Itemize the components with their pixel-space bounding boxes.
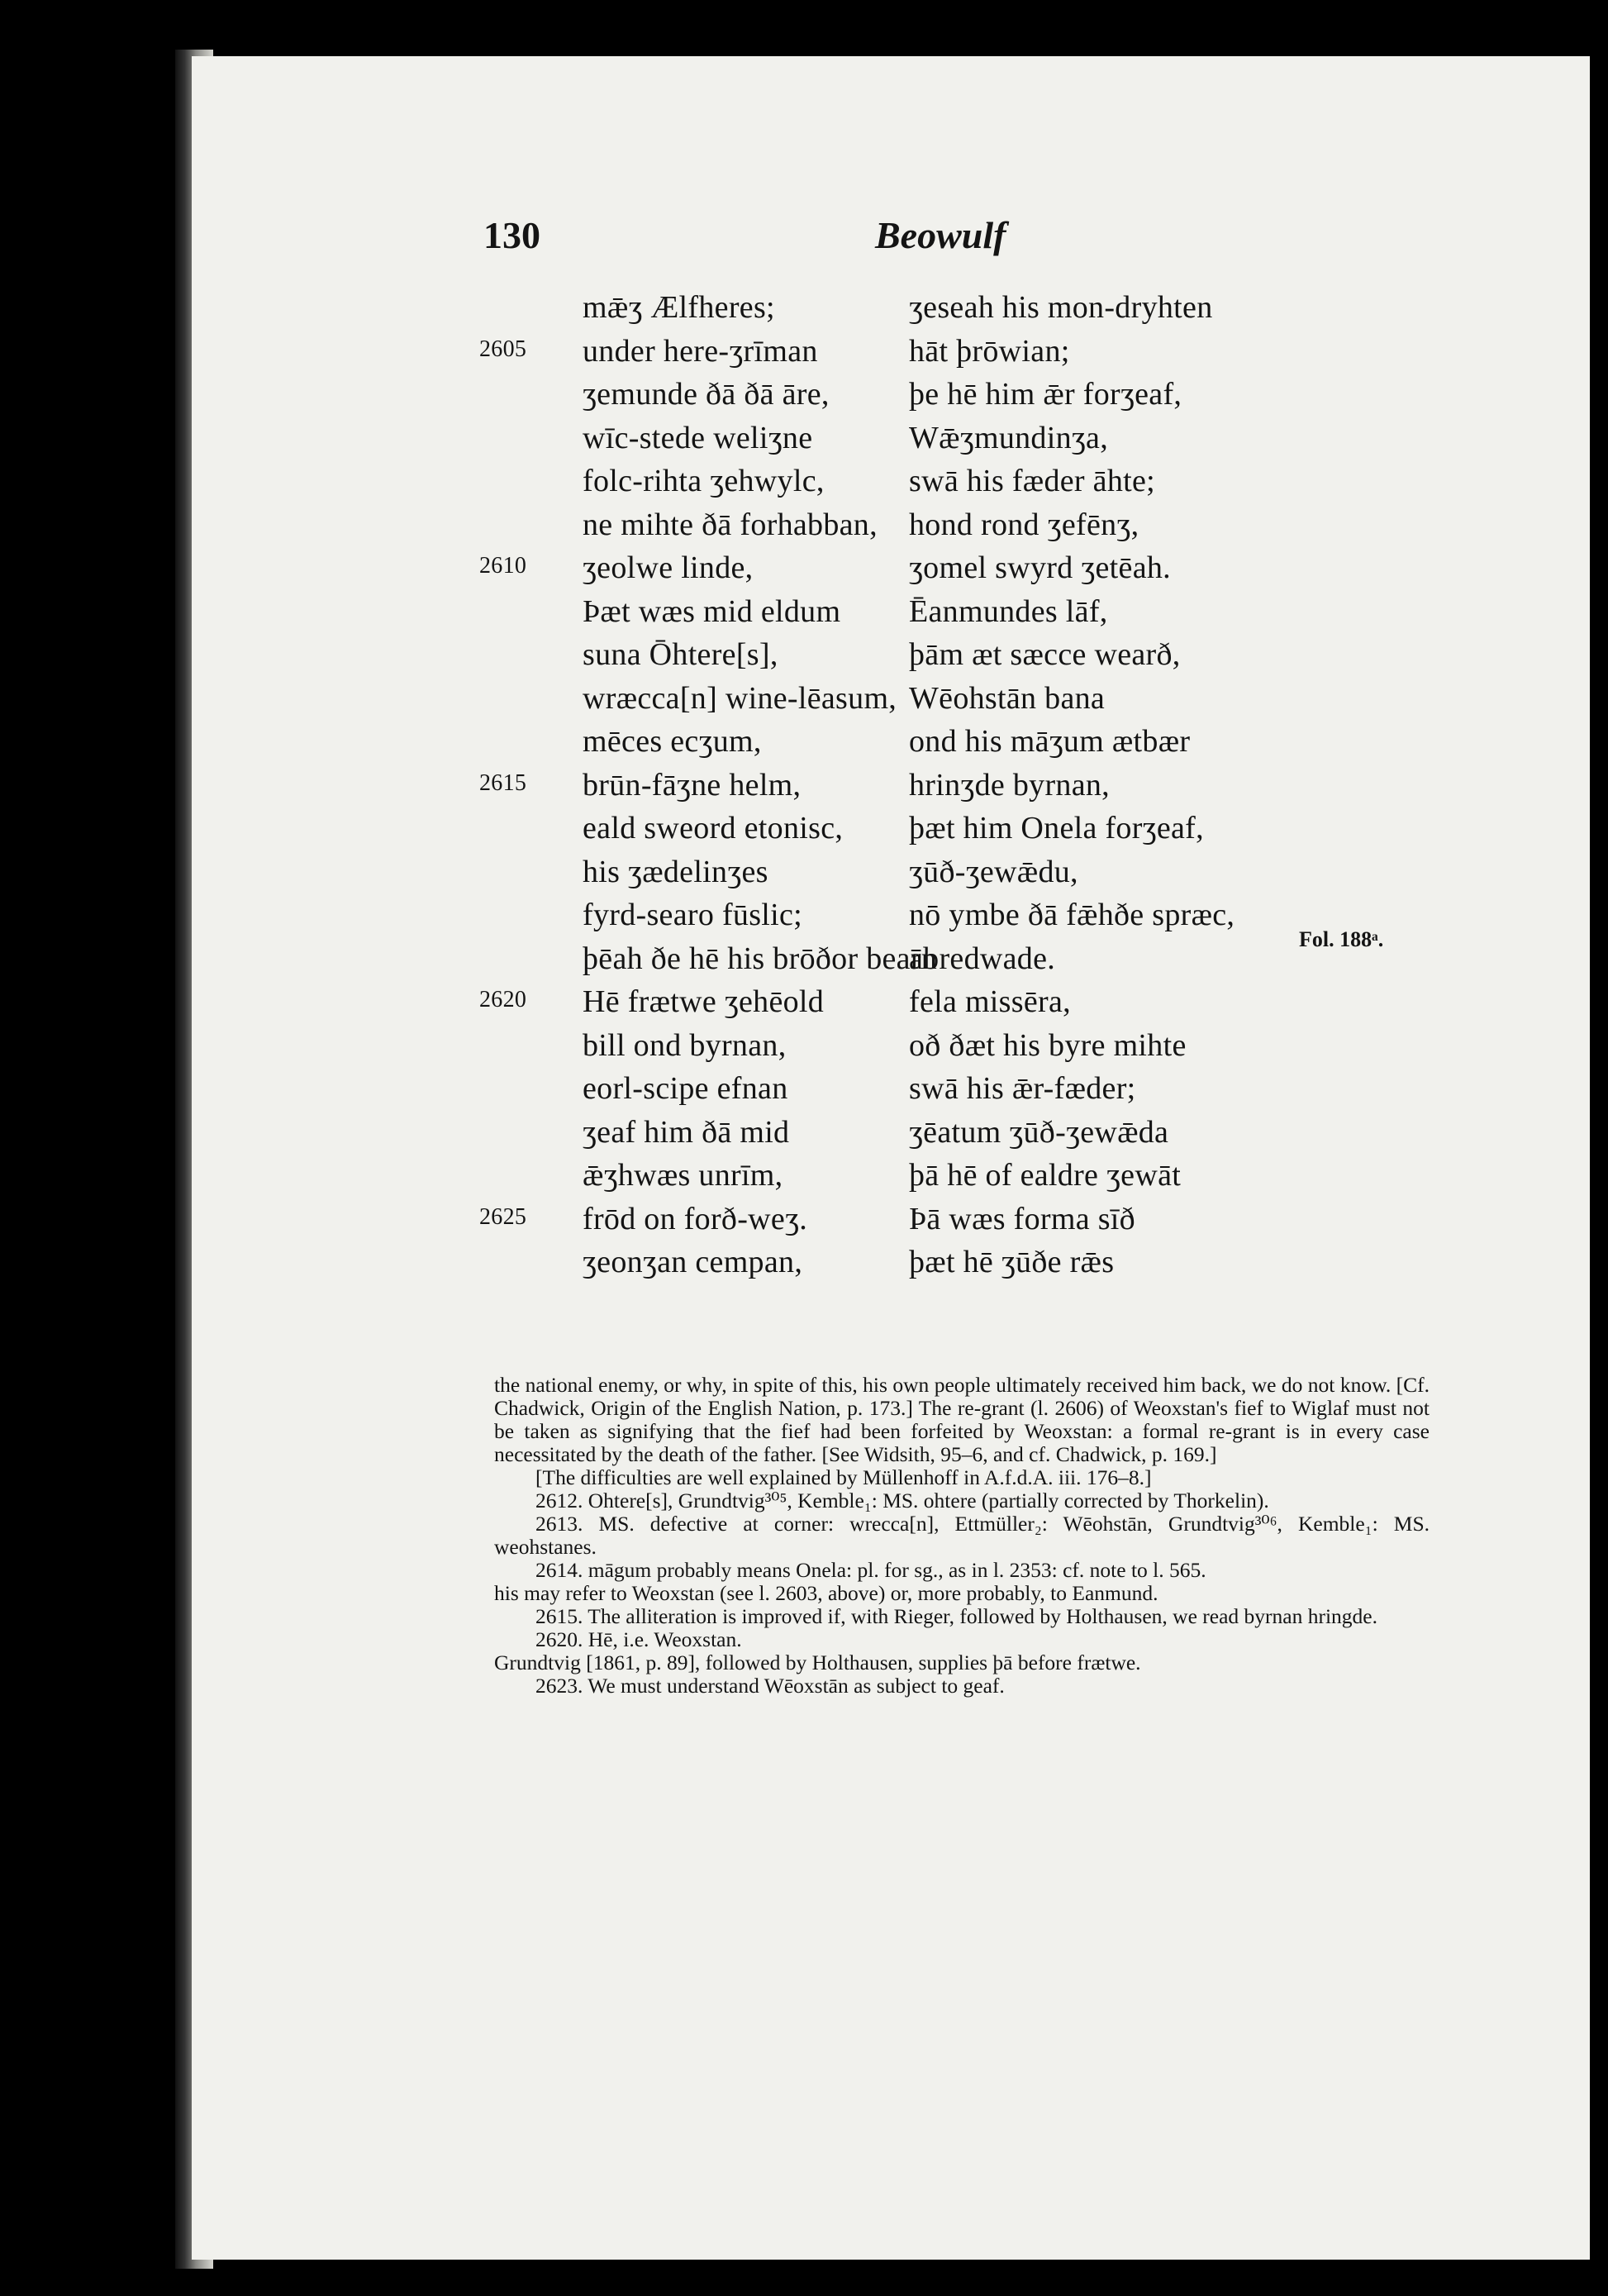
half-line-b: þām æt sæcce wearð, — [909, 637, 1181, 672]
half-line-b: swā his fæder āhte; — [909, 464, 1156, 498]
verse-line — [479, 1027, 1471, 1071]
half-line-a: bill ond byrnan, — [583, 1027, 787, 1063]
footnotes — [494, 1374, 1430, 1698]
half-line-a: þēah ðe hē his brōðor bearn — [583, 941, 938, 976]
half-line-a: mǣʒ Ælfheres; — [583, 290, 775, 325]
half-line-b: ʒēatum ʒūð-ʒewǣda — [909, 1114, 1169, 1150]
half-line-a: ǣʒhwæs unrīm, — [583, 1158, 783, 1193]
verse-line — [479, 550, 1471, 593]
note-paragraph: 2615. The alliteration is improved if, with Rieger, followed by Holthausen, we read byrnan hringde. — [535, 1604, 1377, 1628]
half-line-a: fyrd-searo fūslic; — [583, 898, 803, 932]
verse-line — [479, 854, 1471, 898]
half-line-b: hrinʒde byrnan, — [909, 767, 1110, 803]
note-paragraph: 2623. We must understand Wēoxstān as subject to geaf. — [535, 1674, 1005, 1698]
half-line-a: ʒemunde ðā ðā āre, — [583, 377, 830, 412]
half-line-a: ʒeonʒan cempan, — [583, 1245, 803, 1279]
half-line-a: under here-ʒrīman — [583, 333, 818, 369]
page-number: 130 — [483, 214, 540, 256]
verse-line — [479, 289, 1471, 333]
half-line-b: oð ðæt his byre mihte — [909, 1027, 1187, 1063]
note-paragraph: 2620. Hē, i.e. Weoxstan. — [535, 1627, 742, 1651]
verse-line — [479, 1070, 1471, 1114]
half-line-a: Hē frætwe ʒehēold — [583, 984, 825, 1019]
verse-line — [479, 463, 1471, 507]
note-paragraph: Grundtvig [1861, p. 89], followed by Holthausen, supplies þā before frætwe. — [494, 1651, 1141, 1674]
note-paragraph: the national enemy, or why, in spite of this, his own people ultimately received him back, we do not know. [Cf. Chadwick, Origin of the English Nation, p. 173.] The re-grant (l. 2606) of Weoxstan's fief to Wiglaf must not be taken as signifying that the fief had been forfeited by Weoxstan: a formal re-grant is in every case necessitated by the death of the father. [See Widsith, 95–6, and cf. Chadwick, p. 169.] — [494, 1373, 1430, 1466]
line-number: 2605 — [479, 336, 527, 362]
half-line-a: his ʒædelinʒes — [583, 854, 768, 889]
half-line-b: Þā wæs forma sīð — [909, 1201, 1135, 1236]
half-line-b: ābredwade. — [909, 941, 1056, 976]
half-line-a: eald sweord etonisc, — [583, 811, 844, 846]
half-line-a: frōd on forð-weʒ. — [583, 1201, 808, 1236]
verse-line — [479, 1157, 1471, 1201]
half-line-a: eorl-scipe efnan — [583, 1071, 788, 1106]
half-line-a: Þæt wæs mid eldum — [583, 593, 841, 629]
half-line-b: nō ymbe ðā fǣhðe spræc, — [909, 898, 1235, 932]
half-line-b: ʒūð-ʒewǣdu, — [909, 854, 1078, 889]
verse-line — [479, 984, 1471, 1027]
half-line-a: brūn-fāʒne helm, — [583, 767, 802, 803]
verse-line — [479, 680, 1471, 724]
half-line-b: Wǣʒmundinʒa, — [909, 420, 1109, 455]
verse-line — [479, 723, 1471, 767]
half-line-a: suna Ōhtere[s], — [583, 637, 778, 672]
half-line-b: swā his ǣr-fæder; — [909, 1071, 1136, 1106]
verse-line — [479, 1244, 1471, 1288]
verse-line — [479, 810, 1471, 854]
line-number: 2610 — [479, 553, 527, 579]
half-line-b: þā hē of ealdre ʒewāt — [909, 1158, 1182, 1193]
verse-line — [479, 333, 1471, 377]
half-line-b: fela missēra, — [909, 984, 1071, 1019]
half-line-a: ʒeolwe linde, — [583, 550, 754, 585]
half-line-a: folc-rihta ʒehwylc, — [583, 464, 825, 498]
half-line-a: mēces ecʒum, — [583, 724, 762, 759]
half-line-b: Ēanmundes lāf, — [909, 593, 1108, 629]
half-line-a: ʒeaf him ðā mid — [583, 1114, 790, 1150]
line-number: 2615 — [479, 769, 527, 796]
folio-note: Fol. 188ᵃ. — [1299, 927, 1384, 951]
note-paragraph: his may refer to Weoxstan (see l. 2603, above) or, more probably, to Eanmund. — [494, 1581, 1158, 1605]
half-line-b: hond rond ʒefēnʒ, — [909, 507, 1139, 542]
verse-line — [479, 767, 1471, 811]
note-paragraph: 2612. Ohtere[s], Grundtvig³⁰⁵, Kemble₁: MS. ohtere (partially corrected by Thorkelin). — [535, 1489, 1269, 1512]
half-line-b: hāt þrōwian; — [909, 333, 1070, 369]
verse-line — [479, 1201, 1471, 1245]
verse-line — [479, 636, 1471, 680]
half-line-a: ne mihte ðā forhabban, — [583, 507, 878, 542]
half-line-b: þæt him Onela forʒeaf, — [909, 811, 1204, 846]
half-line-b: Wēohstān bana — [909, 680, 1106, 716]
line-number: 2625 — [479, 1203, 527, 1230]
half-line-b: ʒeseah his mon-dryhten — [909, 290, 1213, 325]
poem-text — [479, 289, 1471, 1288]
half-line-b: ond his māʒum ætbær — [909, 724, 1191, 759]
verse-line — [479, 1114, 1471, 1158]
line-number: 2620 — [479, 987, 527, 1012]
verse-line — [479, 420, 1471, 464]
running-title: Beowulf — [875, 214, 1006, 256]
page-header — [483, 213, 1144, 271]
half-line-a: wræcca[n] wine-lēasum, — [583, 680, 897, 716]
verse-line — [479, 507, 1471, 550]
note-paragraph: 2614. māgum probably means Onela: pl. for sg., as in l. 2353: cf. note to l. 565. — [535, 1558, 1206, 1582]
half-line-b: þæt hē ʒūðe rǣs — [909, 1245, 1115, 1279]
verse-line — [479, 593, 1471, 637]
half-line-b: ʒomel swyrd ʒetēah. — [909, 550, 1171, 585]
note-paragraph: 2613. MS. defective at corner: wrecca[n], Ettmüller₂: Wēohstān, Grundtvig³⁰⁶, Kemble₁: MS. weohstanes. — [494, 1512, 1430, 1559]
note-paragraph: [The difficulties are well explained by Müllenhoff in A.f.d.A. iii. 176–8.] — [535, 1465, 1152, 1489]
half-line-a: wīc-stede weliʒne — [583, 420, 813, 455]
half-line-b: þe hē him ǣr forʒeaf, — [909, 377, 1182, 412]
verse-line — [479, 376, 1471, 420]
